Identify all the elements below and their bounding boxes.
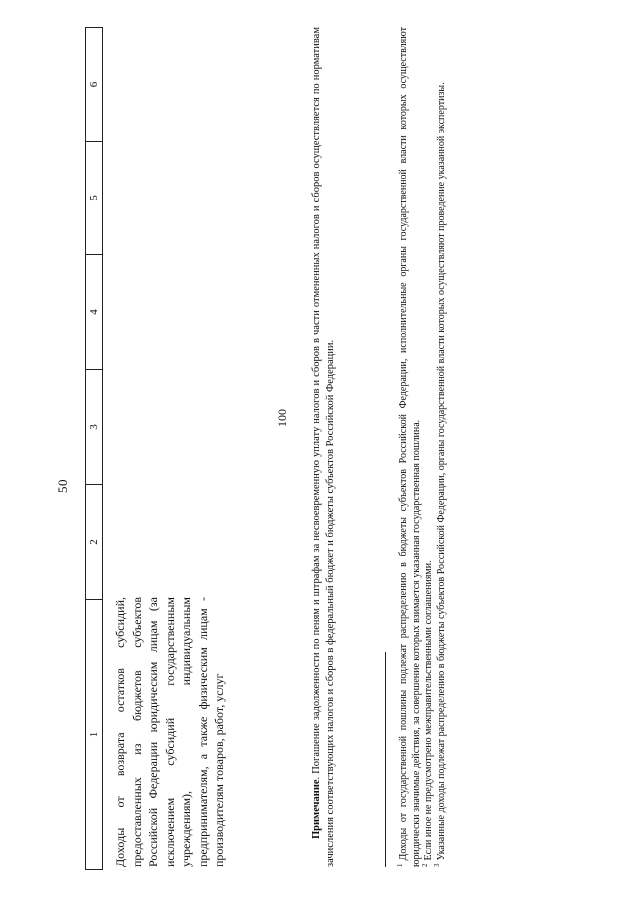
column-header-5: 5 <box>86 141 102 254</box>
table-row-value: 100 <box>275 409 289 427</box>
footnote-text: Доходы от государственной пошлины подлежат распределению в бюджеты субъектов Российской Федерации, исполнительные органы государственной власти которых осуществляют юридически значимые действия, за совершение которых взимается указанная государственная пошлина. <box>398 27 422 867</box>
column-header-2: 2 <box>86 484 102 599</box>
column-header-4: 4 <box>86 254 102 369</box>
footnote-mark: 1 <box>395 863 404 867</box>
note-text: . Погашение задолженности по пеням и штрафам за несвоевременную уплату налогов и сборов в части отмененных налогов и сборов осуществляется по нормативам зачисления соответствующих налогов и сборов в федеральный бюджет и бюджеты субъектов Российской Федерации. <box>311 27 336 867</box>
table-row-description: Доходы от возврата остатков субсидий, предоставленных из бюджетов субъектов Российской Федерации юридическим лицам (за исключением субсидий государственным учреждениям), индивидуальным предпринимателям, а также физическим лицам - производителям товаров, работ, услуг <box>113 597 226 867</box>
footnote-divider <box>385 652 386 867</box>
footnote-text: Указанные доходы подлежат распределению в бюджеты субъектов Российской Федерации, органы государственной власти которых осуществляют проведение указанной экспертизы. <box>435 82 447 861</box>
footnote <box>395 27 423 867</box>
footnote <box>433 27 449 867</box>
column-header-1: 1 <box>86 599 102 869</box>
footnote-mark: 2 <box>420 863 429 867</box>
footnotes <box>395 27 448 867</box>
column-header-6: 6 <box>88 81 100 88</box>
note-label: Примечание <box>311 779 322 839</box>
footnote-text: Если иное не предусмотрено межправительственными соглашениями. <box>423 560 434 861</box>
note-paragraph <box>310 27 337 867</box>
footnote-mark: 3 <box>433 863 442 867</box>
table-header <box>85 27 103 870</box>
column-header-3: 3 <box>86 369 102 484</box>
page-number: 50 <box>55 479 70 493</box>
footnote <box>420 27 436 867</box>
